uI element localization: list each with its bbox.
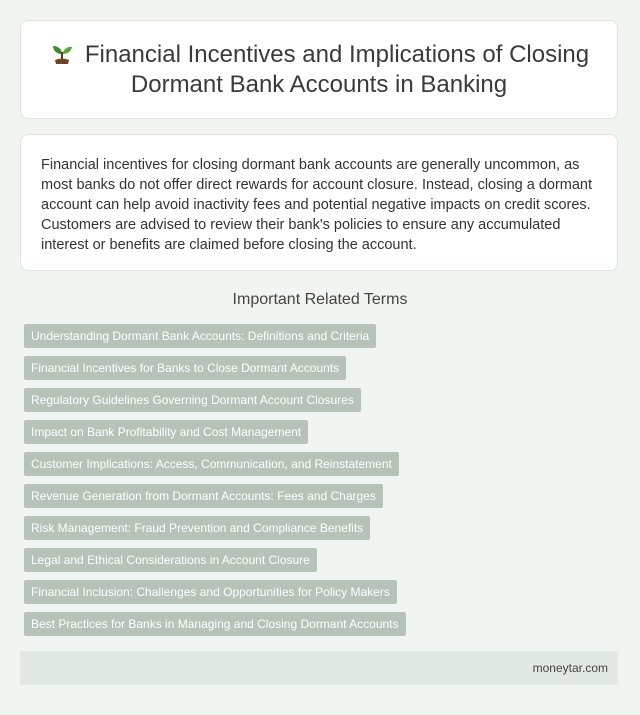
- related-term-tag[interactable]: Best Practices for Banks in Managing and Closing Dormant Accounts: [24, 612, 406, 636]
- page-title: [21, 40, 617, 100]
- related-term-tag[interactable]: Legal and Ethical Considerations in Account Closure: [24, 548, 317, 572]
- footer-brand[interactable]: moneytar.com: [532, 661, 608, 675]
- summary-text: Financial incentives for closing dormant bank accounts are generally uncommon, as most banks do not offer direct rewards for account closure. Instead, closing a dormant account can help avoid inactivity fees and potential negative impacts on credit scores. Customers are advised to review their bank's policies to ensure any accumulated interest or benefits are claimed before closing the account.: [41, 157, 593, 253]
- related-term-tag[interactable]: Understanding Dormant Bank Accounts: Definitions and Criteria: [24, 324, 376, 348]
- title-card: [20, 20, 618, 119]
- related-term-tag[interactable]: Impact on Bank Profitability and Cost Management: [24, 420, 308, 444]
- related-term-tag[interactable]: Customer Implications: Access, Communication, and Reinstatement: [24, 452, 399, 476]
- summary-card: [20, 134, 618, 271]
- related-term-tag[interactable]: Risk Management: Fraud Prevention and Compliance Benefits: [24, 516, 370, 540]
- sprout-icon: [49, 40, 75, 66]
- related-term-tag[interactable]: Revenue Generation from Dormant Accounts: Fees and Charges: [24, 484, 383, 508]
- related-terms-list: [24, 324, 624, 644]
- footer: [20, 651, 618, 685]
- title-text: Financial Incentives and Implications of Closing Dormant Bank Accounts in Banking: [84, 40, 590, 98]
- related-term-tag[interactable]: Financial Incentives for Banks to Close Dormant Accounts: [24, 356, 346, 380]
- related-term-tag[interactable]: Regulatory Guidelines Governing Dormant Account Closures: [24, 388, 361, 412]
- related-terms-heading: Important Related Terms: [232, 291, 408, 308]
- related-term-tag[interactable]: Financial Inclusion: Challenges and Opportunities for Policy Makers: [24, 580, 397, 604]
